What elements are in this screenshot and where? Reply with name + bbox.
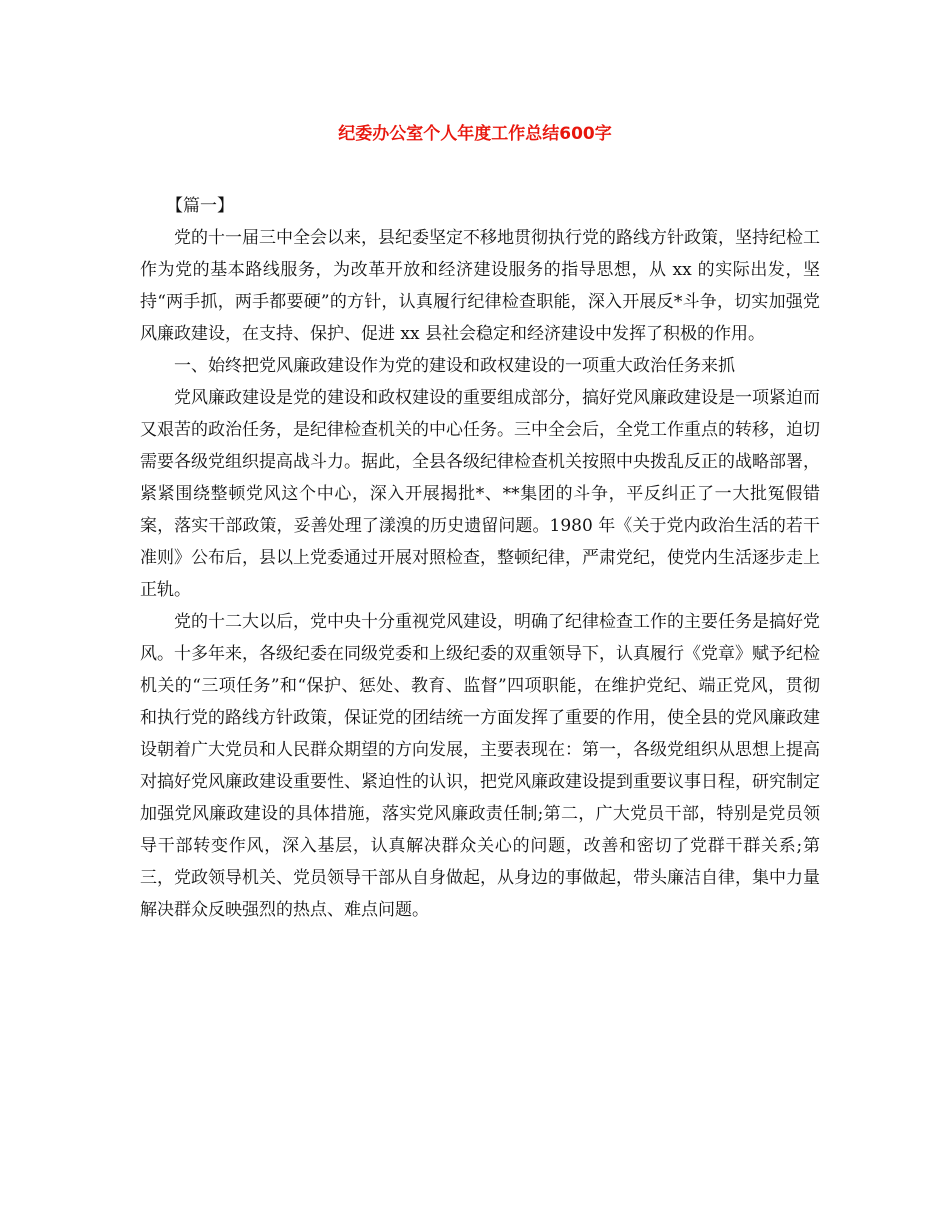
paragraph-twelfth-congress: 党的十二大以后，党中央十分重视党风建设，明确了纪律检查工作的主要任务是搞好党风。十多年来，各级纪委在同级党委和上级纪委的双重领导下，认真履行《党章》赋予纪检机关的“三项任务”和“保护、惩处、教育、监督”四项职能，在维护党纪、端正党风，贯彻和执行党的路线方针政策，保证党的团结统一方面发挥了重要的作用，使全县的党风廉政建设朝着广大党员和人民群众期望的方向发展，主要表现在：第一，各级党组织从思想上提高对搞好党风廉政建设重要性、紧迫性的认识，把党风廉政建设提到重要议事日程，研究制定加强党风廉政建设的具体措施，落实党风廉政责任制;第二，广大党员干部，特别是党员领导干部转变作风，深入基层，认真解决群众关心的问题，改善和密切了党群干群关系;第三，党政领导机关、党员领导干部从自身做起，从身边的事做起，带头廉洁自律，集中力量解决群众反映强烈的热点、难点问题。 xyxy=(140,612,820,920)
document-title: 纪委办公室个人年度工作总结600字 xyxy=(338,124,612,144)
section-label: 【篇一】 xyxy=(166,196,234,216)
section-heading-one: 一、始终把党风廉政建设作为党的建设和政权建设的一项重大政治任务来抓 xyxy=(174,356,735,376)
paragraph-party-conduct: 党风廉政建设是党的建设和政权建设的重要组成部分，搞好党风廉政建设是一项紧迫而又艰苦的政治任务，是纪律检查机关的中心任务。三中全会后，全党工作重点的转移，迫切需要各级党组织提高战斗力。据此，全县各级纪律检查机关按照中央拨乱反正的战略部署，紧紧围绕整顿党风这个中心，深入开展揭批*、**集团的斗争，平反纠正了一大批冤假错案，落实干部政策，妥善处理了漾溴的历史遗留问题。1980 年《关于党内政治生活的若干准则》公布后，县以上党委通过开展对照检查，整顿纪律，严肃党纪，使党内生活逐步走上正轨。 xyxy=(140,388,820,600)
document-body xyxy=(140,190,820,926)
paragraph-intro: 党的十一届三中全会以来，县纪委坚定不移地贯彻执行党的路线方针政策，坚持纪检工作为党的基本路线服务，为改革开放和经济建设服务的指导思想，从 xx 的实际出发，坚持“两手抓，两手都要硬”的方针，认真履行纪律检查职能，深入开展反*斗争，切实加强党风廉政建设，在支持、保护、促进 xx 县社会稳定和经济建设中发挥了积极的作用。 xyxy=(140,228,820,344)
